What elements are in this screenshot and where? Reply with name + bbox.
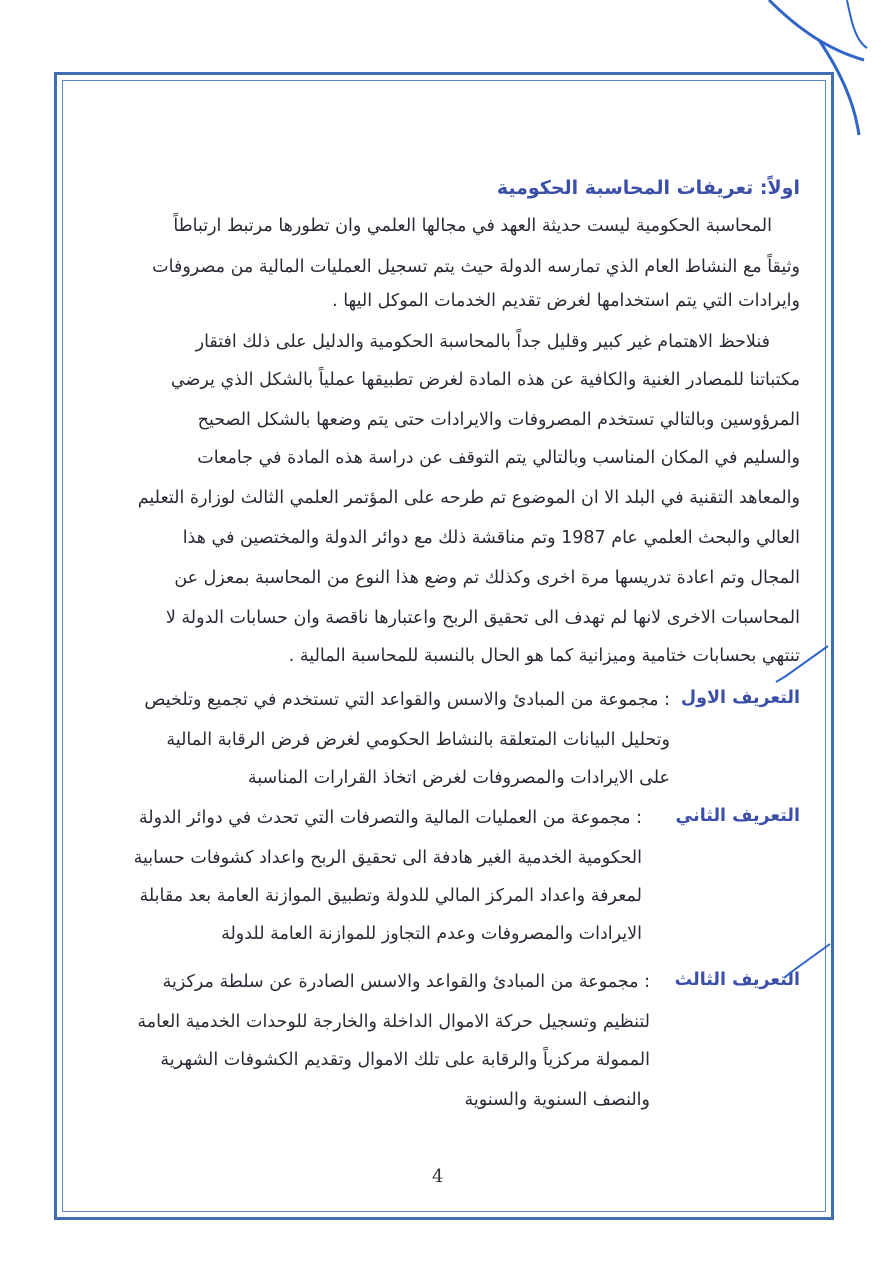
page-number: 4 xyxy=(432,1166,444,1187)
paragraph-line: تنتهي بحسابات ختامية وميزانية كما هو الحال بالنسبة للمحاسبة المالية . xyxy=(288,646,800,666)
paragraph-line: والمعاهد التقنية في البلد الا ان الموضوع تم طرحه على المؤتمر العلمي الثالث لوزارة التعليم xyxy=(137,488,800,508)
paragraph-line: والسليم في المكان المناسب وبالتالي يتم التوقف عن دراسة هذه المادة في جامعات xyxy=(197,448,800,468)
check-mark-icon xyxy=(782,940,832,986)
definition-line: والنصف السنوية والسنوية xyxy=(464,1090,650,1110)
definition-line: لتنظيم وتسجيل حركة الاموال الداخلة والخارجة للوحدات الخدمية العامة xyxy=(137,1012,650,1032)
paragraph-line: المجال وتم اعادة تدريسها مرة اخرى وكذلك تم وضع هذا النوع من المحاسبة بمعزل عن xyxy=(174,568,800,588)
paragraph-line: المرؤوسين وبالتالي تستخدم المصروفات والايرادات حتى يتم وضعها بالشكل الصحيح xyxy=(197,410,800,430)
definition-line: : مجموعة من العمليات المالية والتصرفات التي تحدث في دوائر الدولة xyxy=(138,808,642,828)
paragraph-line: المحاسبات الاخرى لانها لم تهدف الى تحقيق الربح واعتبارها ناقصة وان حسابات الدولة لا xyxy=(165,608,800,628)
definition-term: التعريف الاول xyxy=(680,688,800,708)
paragraph-line: وايرادات التي يتم استخدامها لغرض تقديم الخدمات الموكل اليها . xyxy=(332,291,800,311)
definition-line: : مجموعة من المبادئ والقواعد والاسس الصادرة عن سلطة مركزية xyxy=(162,972,650,992)
definition-line: الممولة مركزياً والرقابة على تلك الاموال وتقديم الكشوفات الشهرية xyxy=(160,1050,650,1070)
corner-pen-mark xyxy=(759,0,869,140)
definition-line: : مجموعة من المبادئ والاسس والقواعد التي تستخدم في تجميع وتلخيص xyxy=(144,690,670,710)
paragraph-line: المحاسبة الحكومية ليست حديثة العهد في مجالها العلمي وان تطورها مرتبط ارتباطاً xyxy=(173,216,772,236)
paragraph-line: وثيقاً مع النشاط العام الذي تمارسه الدولة حيث يتم تسجيل العمليات المالية من مصروفات xyxy=(152,257,800,277)
definition-line: الايرادات والمصروفات وعدم التجاوز للموازنة العامة للدولة xyxy=(221,924,642,944)
definition-line: لمعرفة واعداد المركز المالي للدولة وتطبيق الموازنة العامة بعد مقابلة xyxy=(139,886,642,906)
section-heading: اولاً: تعريفات المحاسبة الحكومية xyxy=(496,177,800,199)
definition-line: الحكومية الخدمية الغير هادفة الى تحقيق الربح واعداد كشوفات حسابية xyxy=(133,848,642,868)
definition-term: التعريف الثالث xyxy=(674,970,800,990)
paragraph-line: مكتباتنا للمصادر الغنية والكافية عن هذه المادة لغرض تطبيقها عملياً بالشكل الذي يرضي xyxy=(170,370,800,390)
definition-term: التعريف الثاني xyxy=(675,806,800,826)
check-mark-icon xyxy=(772,640,832,690)
paragraph-line: العالي والبحث العلمي عام 1987 وتم مناقشة ذلك مع دوائر الدولة والمختصين في هذا xyxy=(182,528,800,548)
definition-line: وتحليل البيانات المتعلقة بالنشاط الحكومي لغرض فرض الرقابة المالية xyxy=(166,730,670,750)
paragraph-line: فنلاحظ الاهتمام غير كبير وقليل جداً بالمحاسبة الحكومية والدليل على ذلك افتقار xyxy=(195,332,770,352)
definition-line: على الايرادات والمصروفات لغرض اتخاذ القرارات المناسبة xyxy=(247,768,670,788)
